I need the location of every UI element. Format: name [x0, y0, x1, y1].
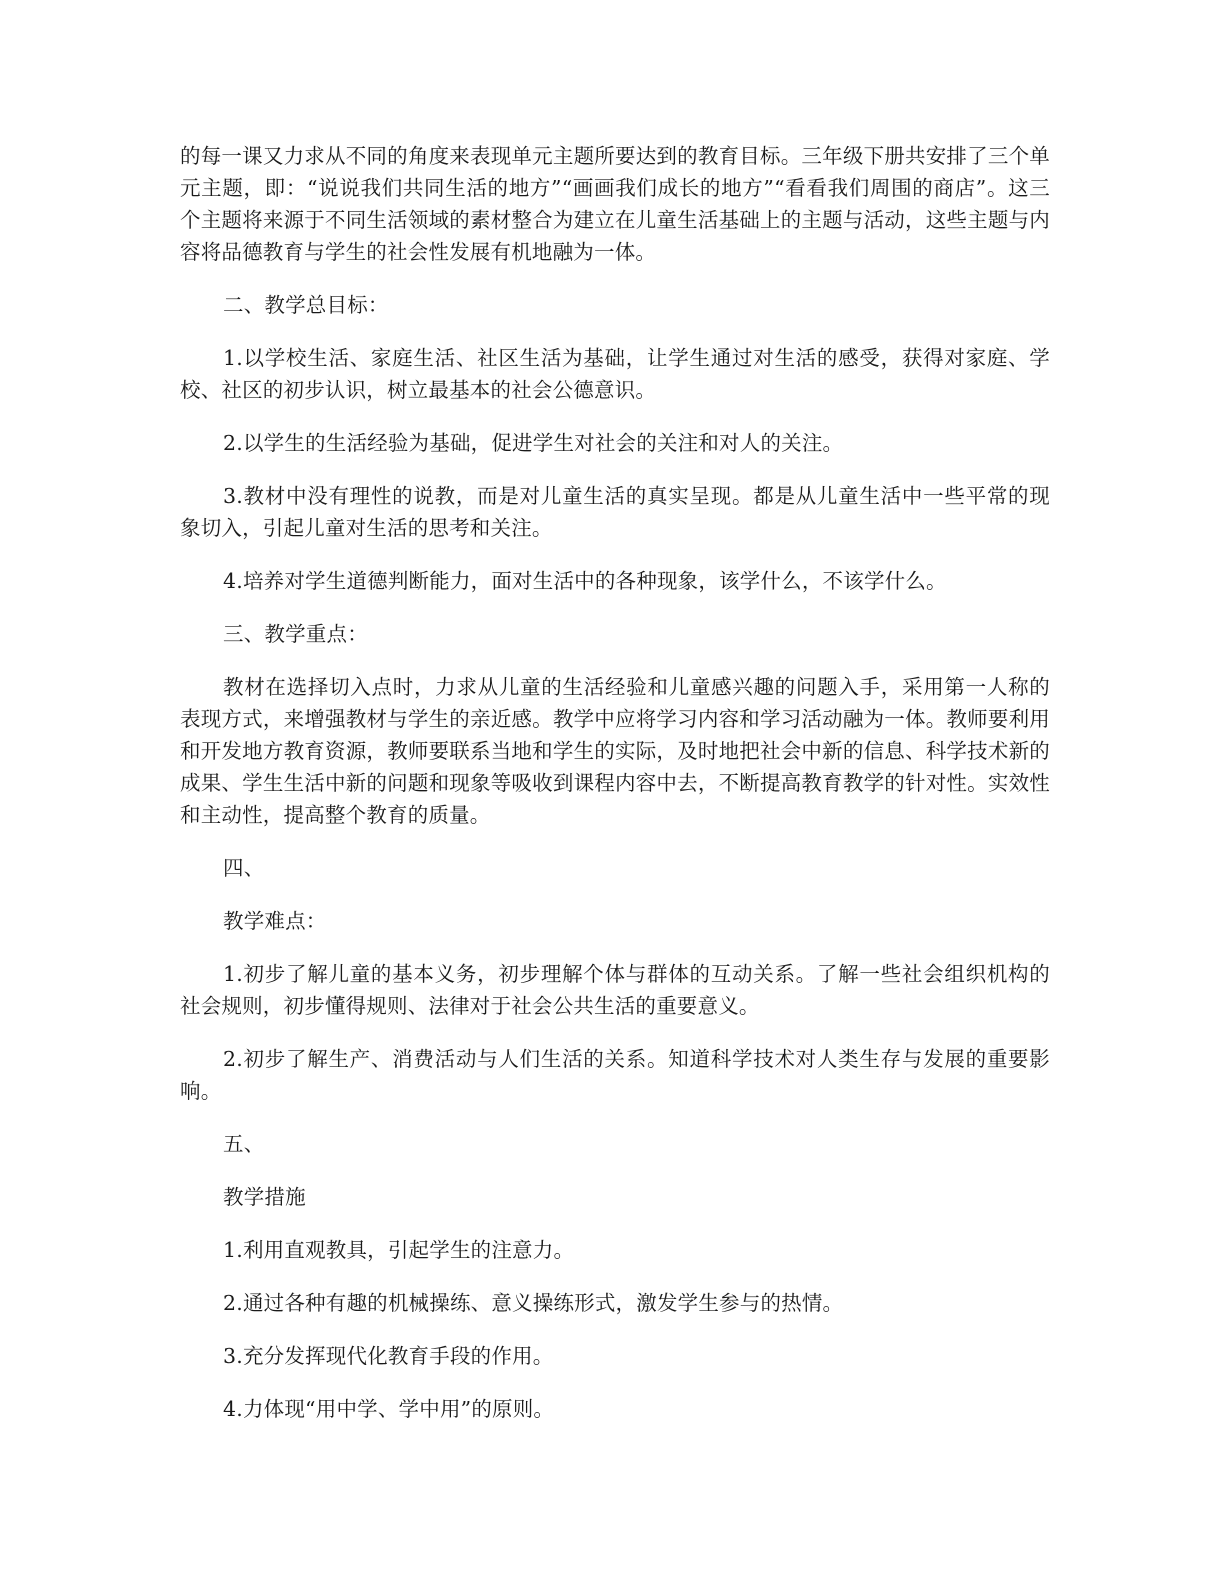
section-heading-measures: 教学措施	[223, 1185, 306, 1209]
measure-item-1: 1.利用直观教具，引起学生的注意力。	[223, 1238, 575, 1262]
key-points-paragraph: 教材在选择切入点时，力求从儿童的生活经验和儿童感兴趣的问题入手，采用第一人称的表现方式，来增强教材与学生的亲近感。教学中应将学习内容和学习活动融为一体。教师要利用和开发地方教育资源，教师要联系当地和学生的实际，及时地把社会中新的信息、科学技术新的成果、学生生活中新的问题和现象等吸收到课程内容中去，不断提高教育教学的针对性。实效性和主动性，提高整个教育的质量。	[180, 675, 1050, 827]
section-heading-key-points: 三、教学重点：	[223, 622, 368, 646]
goal-item-4: 4.培养对学生道德判断能力，面对生活中的各种现象，该学什么，不该学什么。	[223, 569, 947, 593]
goal-item-3: 3.教材中没有理性的说教，而是对儿童生活的真实呈现。都是从儿童生活中一些平常的现象切入，引起儿童对生活的思考和关注。	[180, 484, 1050, 540]
section-number-five: 五、	[223, 1132, 265, 1156]
measure-item-4: 4.力体现“用中学、学中用”的原则。	[223, 1397, 555, 1421]
difficulty-item-2: 2.初步了解生产、消费活动与人们生活的关系。知道科学技术对人类生存与发展的重要影响。	[180, 1047, 1050, 1103]
measure-item-3: 3.充分发挥现代化教育手段的作用。	[223, 1344, 554, 1368]
goal-item-2: 2.以学生的生活经验为基础，促进学生对社会的关注和对人的关注。	[223, 431, 844, 455]
section-number-four: 四、	[223, 856, 265, 880]
goal-item-1: 1.以学校生活、家庭生活、社区生活为基础，让学生通过对生活的感受，获得对家庭、学校、社区的初步认识，树立最基本的社会公德意识。	[180, 346, 1050, 402]
difficulty-item-1: 1.初步了解儿童的基本义务，初步理解个体与群体的互动关系。了解一些社会组织机构的社会规则，初步懂得规则、法律对于社会公共生活的重要意义。	[180, 962, 1050, 1018]
body-paragraph-intro-continuation: 的每一课又力求从不同的角度来表现单元主题所要达到的教育目标。三年级下册共安排了三个单元主题，即：“说说我们共同生活的地方”“画画我们成长的地方”“看看我们周围的商店”。这三个主题将来源于不同生活领域的素材整合为建立在儿童生活基础上的主题与活动，这些主题与内容将品德教育与学生的社会性发展有机地融为一体。	[180, 144, 1050, 264]
measure-item-2: 2.通过各种有趣的机械操练、意义操练形式，激发学生参与的热情。	[223, 1291, 844, 1315]
section-heading-overall-goals: 二、教学总目标：	[223, 293, 389, 317]
section-heading-difficulties: 教学难点：	[223, 909, 327, 933]
document-page	[180, 140, 1050, 1446]
